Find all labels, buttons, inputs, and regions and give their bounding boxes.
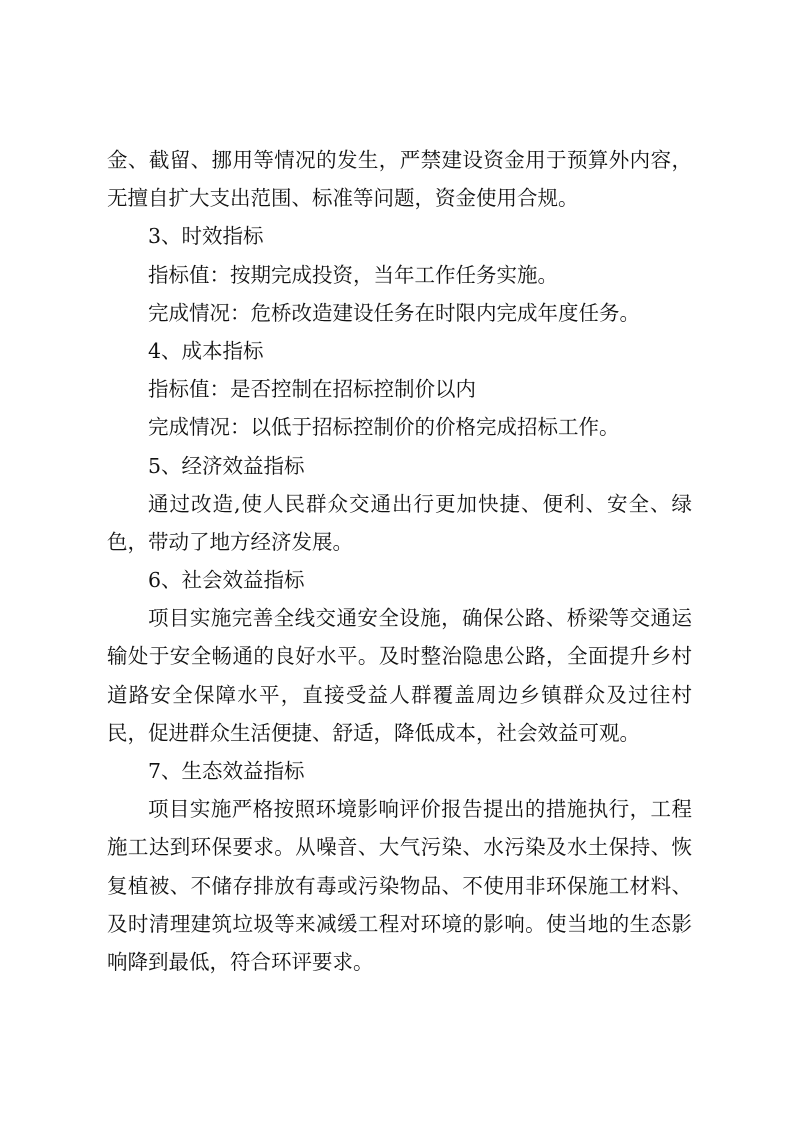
- body-text: [107, 141, 692, 981]
- section-heading-ecological: 7、生态效益指标: [148, 759, 305, 783]
- paragraph-line: 输处于安全畅通的良好水平。及时整治隐患公路，全面提升乡村: [107, 644, 692, 669]
- paragraph-line: 指标值：是否控制在招标控制价以内: [148, 377, 476, 402]
- paragraph-line: 项目实施完善全线交通安全设施，确保公路、桥梁等交通运: [148, 606, 692, 631]
- paragraph-line: 及时清理建筑垃圾等来减缓工程对环境的影响。使当地的生态影: [107, 911, 692, 936]
- paragraph-line: 完成情况：以低于招标控制价的价格完成招标工作。: [148, 415, 620, 440]
- section-heading-social: 6、社会效益指标: [148, 568, 305, 593]
- paragraph-line: 通过改造,使人民群众交通出行更加快捷、便利、安全、绿: [148, 491, 692, 516]
- paragraph-line: 复植被、不储存排放有毒或污染物品、不使用非环保施工材料、: [107, 873, 692, 898]
- section-heading-cost: 4、成本指标: [148, 338, 264, 363]
- paragraph-line: 道路安全保障水平，直接受益人群覆盖周边乡镇群众及过往村: [107, 682, 692, 707]
- section-heading-economic: 5、经济效益指标: [148, 453, 305, 478]
- paragraph-line: 民，促进群众生活便捷、舒适，降低成本，社会效益可观。: [107, 720, 640, 745]
- paragraph-line: 完成情况：危桥改造建设任务在时限内完成年度任务。: [148, 300, 640, 325]
- paragraph-line: 色，带动了地方经济发展。: [107, 529, 353, 554]
- section-heading-timeliness: 3、时效指标: [148, 224, 264, 249]
- paragraph-line: 指标值：按期完成投资，当年工作任务实施。: [148, 262, 558, 287]
- paragraph-line: 无擅自扩大支出范围、标准等问题，资金使用合规。: [107, 186, 579, 211]
- paragraph-line: 响降到最低，符合环评要求。: [107, 949, 374, 974]
- paragraph-line: 项目实施严格按照环境影响评价报告提出的措施执行，工程: [148, 797, 692, 822]
- paragraph-line: 金、截留、挪用等情况的发生，严禁建设资金用于预算外内容，: [107, 148, 692, 172]
- paragraph-line: 施工达到环保要求。从噪音、大气污染、水污染及水土保持、恢: [107, 835, 692, 860]
